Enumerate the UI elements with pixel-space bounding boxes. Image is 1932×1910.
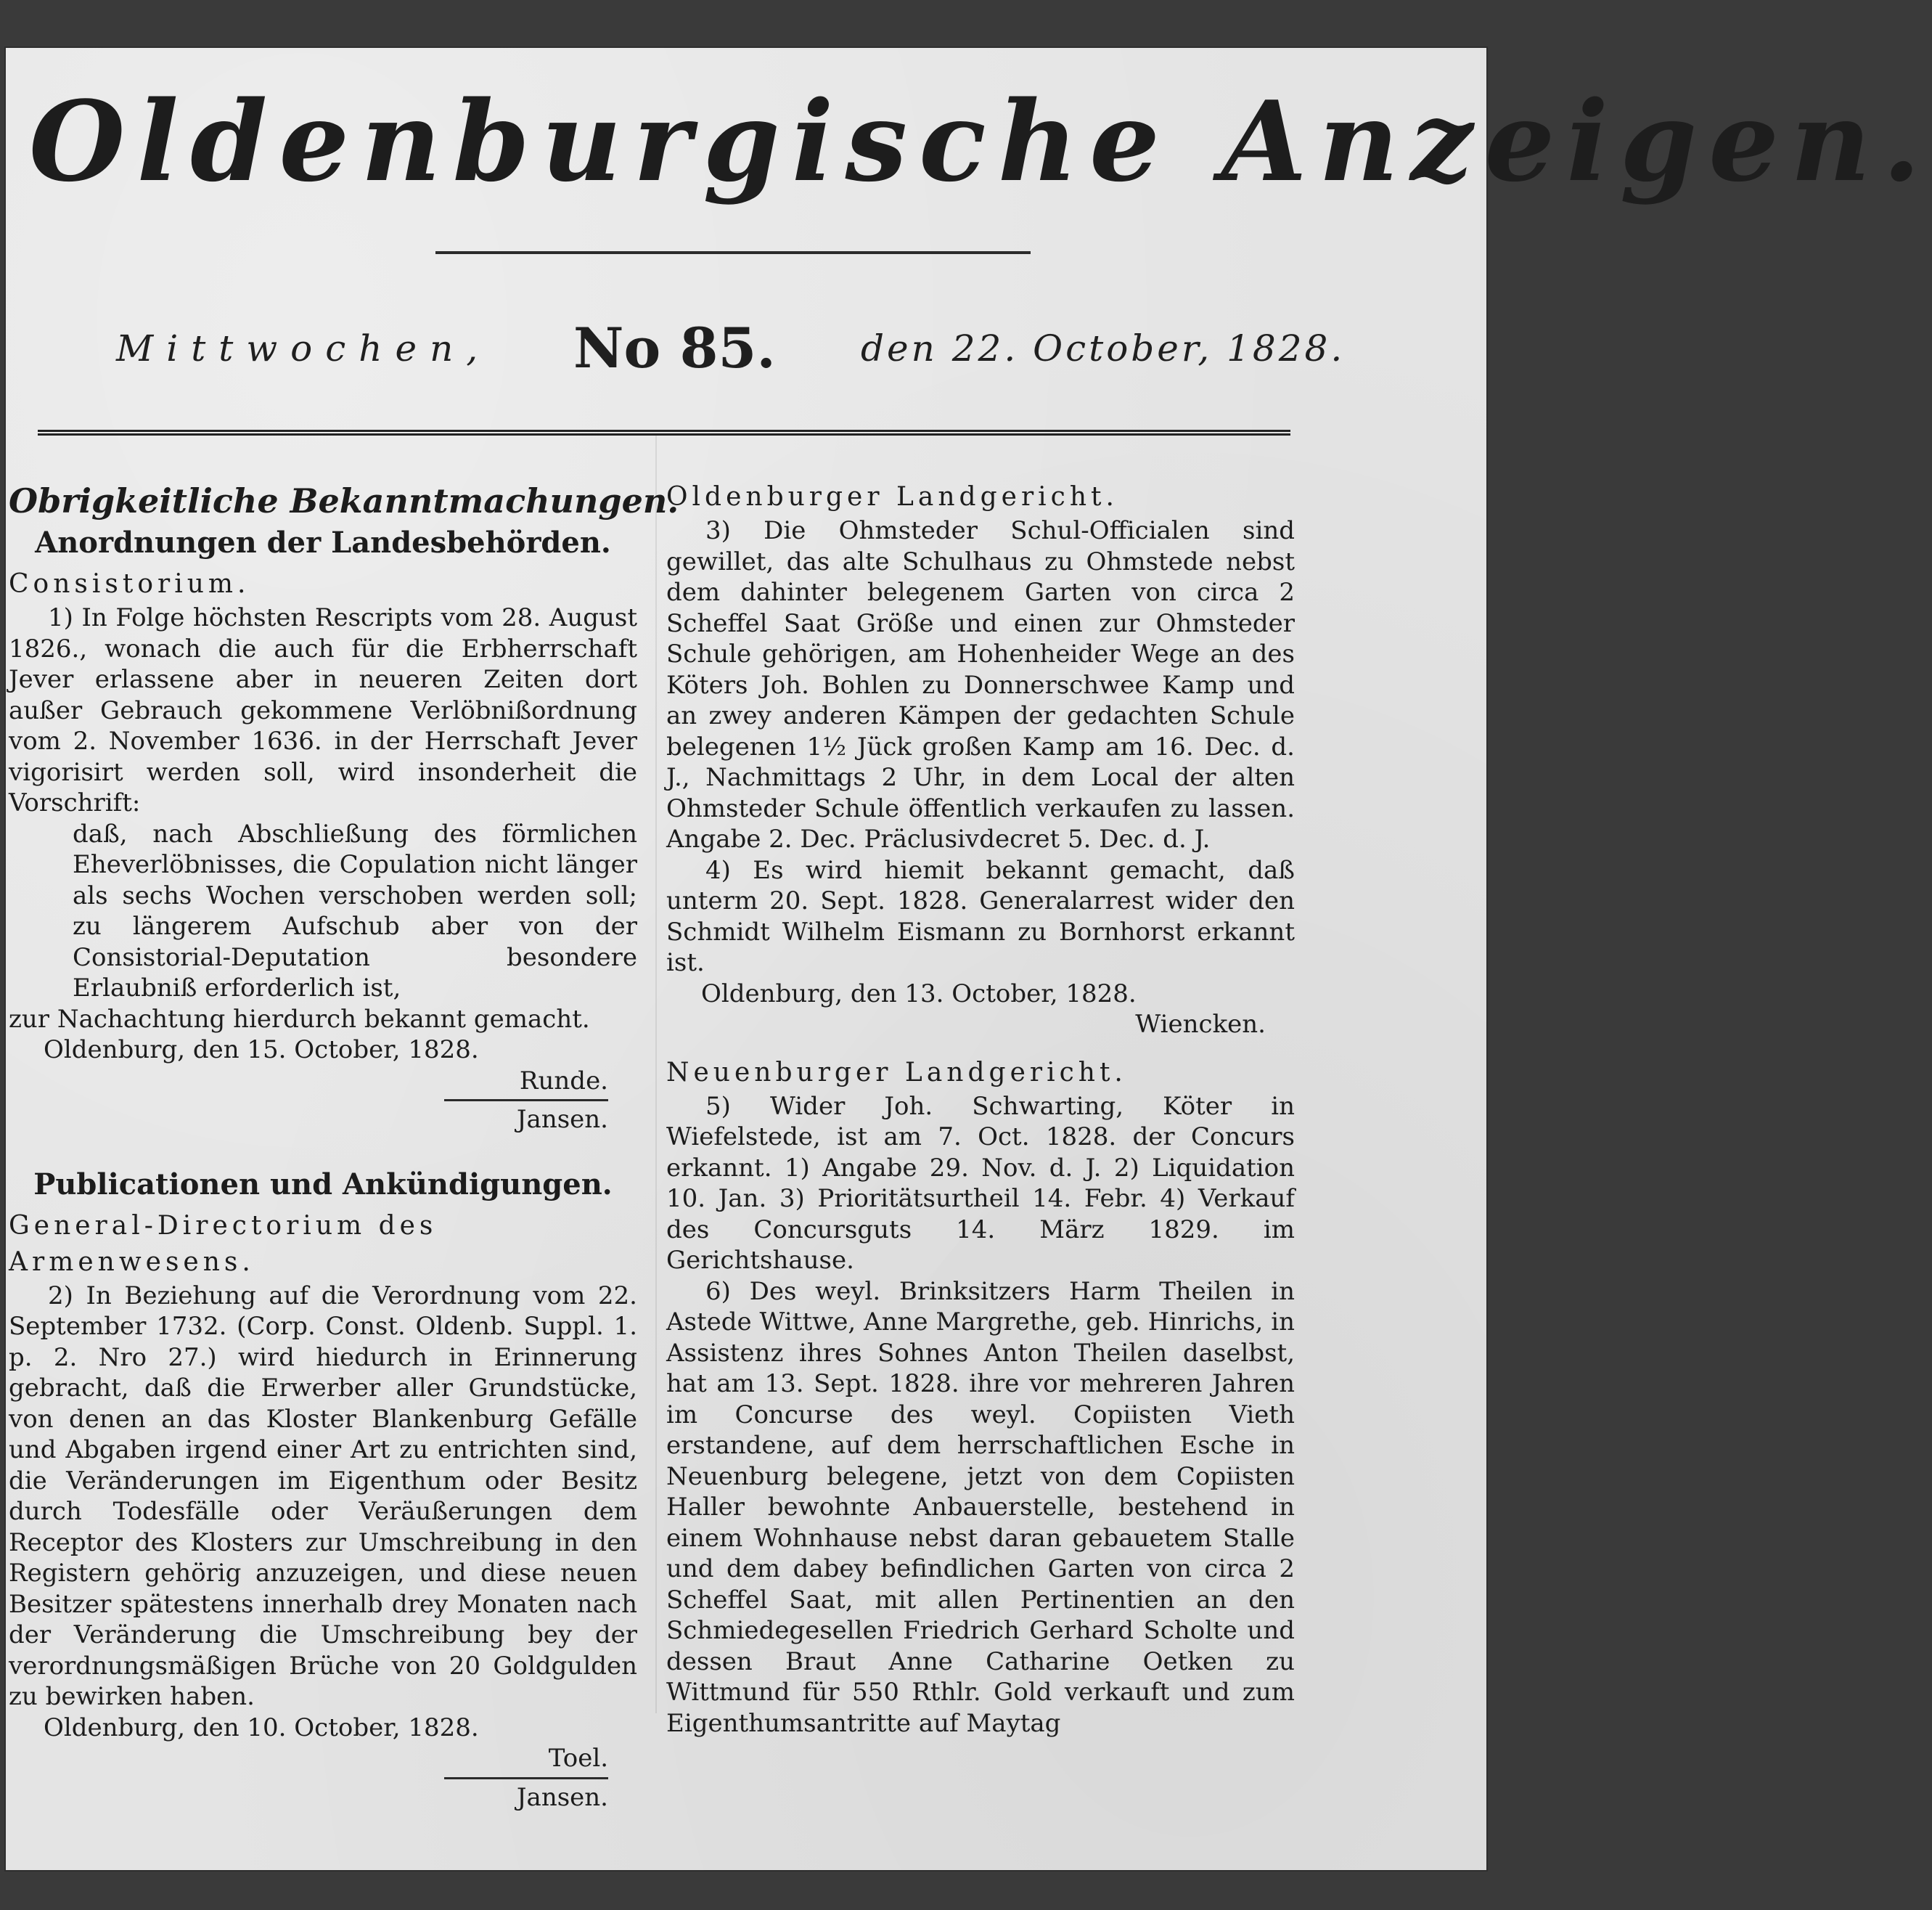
court-neuenburg: Neuenburger Landgericht.	[666, 1057, 1127, 1087]
left-column	[9, 479, 679, 1813]
notice-2-signer-1: Toel.	[548, 1744, 608, 1773]
notice-3: 3) Die Ohmsteder Schul-Officialen sind gewillet, das alte Schulhaus zu Ohmstede nebst dem dahinter belegenem Garten von circa 2 Scheffel Saat Größe und einen zur Ohmsteder Schule gehörigen, am Hohenheider Wege an des Köters Joh. Bohlen zu Donnerschwee Kamp und an zwey anderen Kämpen der gedachten Schule belegenen 1½ Jück großen Kamp am 16. Dec. d. J., Nachmittags 2 Uhr, in dem Local der alten Ohmsteder Schule öffentlich verkaufen zu lassen. Angabe 2. Dec. Präclusivdecret 5. Dec. d. J.	[666, 516, 1295, 854]
authority-armenwesen: General-Directorium des Armenwesens.	[9, 1210, 438, 1277]
notice-1-closing: zur Nachachtung hierdurch bekannt gemacht.	[9, 1004, 590, 1034]
notice-5: 5) Wider Joh. Schwarting, Köter in Wiefelstede, ist am 7. Oct. 1828. der Concurs erkannt. 1) Angabe 29. Nov. d. J. 2) Liquidation 10. Jan. 3) Prioritätsurtheil 14. Febr. 4) Verkauf des Concursguts 14. März 1829. im Gerichtshause.	[666, 1091, 1295, 1275]
court-oldenburg: Oldenburger Landgericht.	[666, 482, 1118, 512]
column-divider	[655, 436, 657, 1713]
masthead-title: Oldenburgische Anzeigen.	[29, 76, 1932, 206]
signature-rule	[444, 1099, 608, 1101]
authority-consistorium: Consistorium.	[9, 569, 250, 599]
section-heading-official: Obrigkeitliche Bekanntmachungen.	[9, 481, 679, 521]
issue-number: No 85.	[573, 316, 776, 380]
notice-6: 6) Des weyl. Brinksitzers Harm Theilen in Astede Wittwe, Anne Margrethe, geb. Hinrichs, in Assistenz ihres Sohnes Anton Theilen daselbst, hat am 13. Sept. 1828. ihre vor mehreren Jahren im Concurse des weyl. Copiisten Vieth erstandene, auf dem herrschaftlichen Esche in Neuenburg belegene, jetzt von dem Copiisten Haller bewohnte Anbauerstelle, bestehend in einem Wohnhause nebst daran gebauetem Stalle und dem dabey befindlichen Garten von circa 2 Scheffel Saat, mit allen Pertinentien an den Schmiedegesellen Friedrich Gerhard Scholte und dessen Braut Anne Catharine Oetken zu Wittmund für 550 Rthlr. Gold verkauft und zum Eigenthumsantritte auf Maytag	[666, 1276, 1295, 1738]
notice-4-place-date: Oldenburg, den 13. October, 1828.	[701, 979, 1137, 1008]
notice-2-signer-2: Jansen.	[516, 1782, 608, 1812]
notice-2-place-date: Oldenburg, den 10. October, 1828.	[44, 1713, 479, 1742]
section-heading-publications: Publicationen und Ankündigungen.	[33, 1167, 613, 1201]
header-double-rule	[38, 430, 1290, 436]
notice-1: 1) In Folge höchsten Rescripts vom 28. August 1826., wonach die auch für die Erbherrschaft Jever erlassene aber in neueren Zeiten dort außer Gebrauch gekommene Verlöbnißordnung vom 2. November 1636. in der Herrschaft Jever vigorisirt werden soll, wird insonderheit die Vorschrift:	[9, 603, 637, 817]
notice-1-signer-2: Jansen.	[516, 1105, 608, 1134]
notice-1-quote: daß, nach Abschließung des förmlichen Eheverlöbnisses, die Copulation nicht länger als sechs Wochen verschoben werden soll; zu längerem Aufschub aber von der Consistorial-Deputation besondere Erlaubniß erforderlich ist,	[73, 819, 637, 1003]
masthead-rule	[435, 251, 1031, 254]
notice-4: 4) Es wird hiemit bekannt gemacht, daß unterm 20. Sept. 1828. Generalarrest wider den Schmidt Wilhelm Eismann zu Bornhorst erkannt ist.	[666, 855, 1295, 977]
dateline-day: Mittwochen,	[116, 327, 491, 370]
notice-2: 2) In Beziehung auf die Verordnung vom 22. September 1732. (Corp. Const. Oldenb. Suppl. 1. p. 2. Nro 27.) wird hiedurch in Erinnerung gebracht, daß die Erwerber aller Grundstücke, von denen an das Kloster Blankenburg Gefälle und Abgaben irgend einer Art zu entrichten sind, die Veränderungen im Eigenthum oder Besitz durch Todesfälle oder Veräußerungen dem Receptor des Klosters zur Umschreibung in den Registern gehörig anzuzeigen, und diese neuen Besitzer spätestens innerhalb drey Monaten nach der Veränderung die Umschreibung bey der verordnungsmäßigen Brüche von 20 Goldgulden zu bewirken haben.	[9, 1281, 637, 1711]
subheading-authorities: Anordnungen der Landesbehörden.	[35, 526, 611, 560]
signature-rule	[444, 1777, 608, 1779]
dateline-date: den 22. October, 1828.	[861, 327, 1346, 370]
notice-1-place-date: Oldenburg, den 15. October, 1828.	[44, 1035, 479, 1064]
right-column	[666, 479, 1295, 1739]
notice-1-signer-1: Runde.	[519, 1066, 608, 1095]
notice-4-signer: Wiencken.	[1135, 1010, 1266, 1039]
